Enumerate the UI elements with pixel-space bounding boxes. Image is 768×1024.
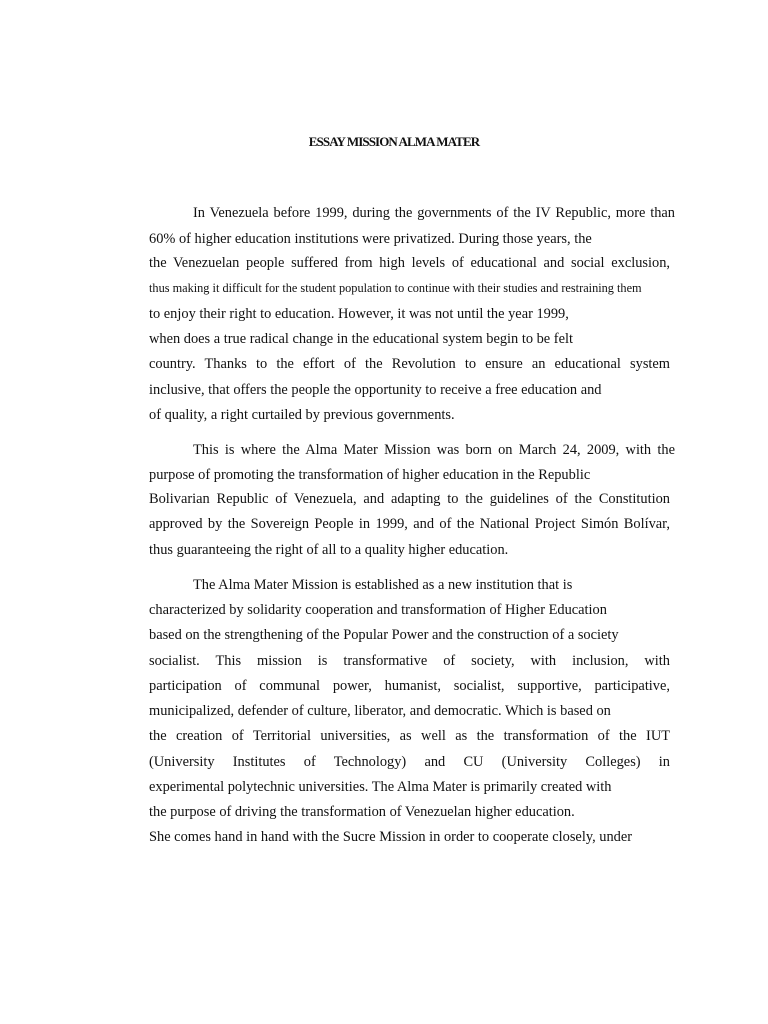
text-line: 60% of higher education institutions were privatized. During those years, the	[149, 231, 592, 247]
text-line: approved by the Sovereign People in 1999, and of the National Project Simón Bolívar,	[149, 516, 670, 532]
text-line: thus making it difficult for the student population to continue with their studies and restraining them	[149, 281, 642, 295]
text-line: when does a true radical change in the educational system begin to be felt	[149, 331, 573, 347]
text-line: This is where the Alma Mater Mission was born on March 24, 2009, with the	[193, 442, 675, 458]
text-line: thus guaranteeing the right of all to a quality higher education.	[149, 542, 509, 558]
text-line: the purpose of driving the transformation of Venezuelan higher education.	[149, 804, 575, 820]
text-line: socialist. This mission is transformative of society, with inclusion, with	[149, 653, 670, 669]
text-line: participation of communal power, humanist, socialist, supportive, participative,	[149, 678, 670, 694]
document-title: ESSAY MISSION ALMA MATER	[308, 134, 480, 149]
text-line: experimental polytechnic universities. The Alma Mater is primarily created with	[149, 779, 612, 795]
text-line: the Venezuelan people suffered from high levels of educational and social exclusion,	[149, 255, 670, 271]
text-line: She comes hand in hand with the Sucre Mission in order to cooperate closely, under	[149, 829, 633, 845]
text-line: characterized by solidarity cooperation and transformation of Higher Education	[149, 602, 607, 618]
text-line: based on the strengthening of the Popular Power and the construction of a society	[149, 627, 619, 643]
text-line: Bolivarian Republic of Venezuela, and adapting to the guidelines of the Constitution	[149, 491, 670, 507]
text-line: In Venezuela before 1999, during the governments of the IV Republic, more than	[193, 205, 675, 221]
text-line: country. Thanks to the effort of the Revolution to ensure an educational system	[149, 356, 670, 372]
text-line: purpose of promoting the transformation of higher education in the Republic	[149, 467, 591, 483]
text-line: of quality, a right curtailed by previous governments.	[149, 407, 455, 423]
text-line: inclusive, that offers the people the opportunity to receive a free education and	[149, 382, 602, 398]
text-line: The Alma Mater Mission is established as a new institution that is	[193, 577, 573, 593]
text-line: to enjoy their right to education. However, it was not until the year 1999,	[149, 306, 569, 322]
text-line: the creation of Territorial universities, as well as the transformation of the IUT	[149, 728, 670, 744]
text-line: municipalized, defender of culture, liberator, and democratic. Which is based on	[149, 703, 611, 719]
text-line: (University Institutes of Technology) and CU (University Colleges) in	[149, 754, 670, 770]
